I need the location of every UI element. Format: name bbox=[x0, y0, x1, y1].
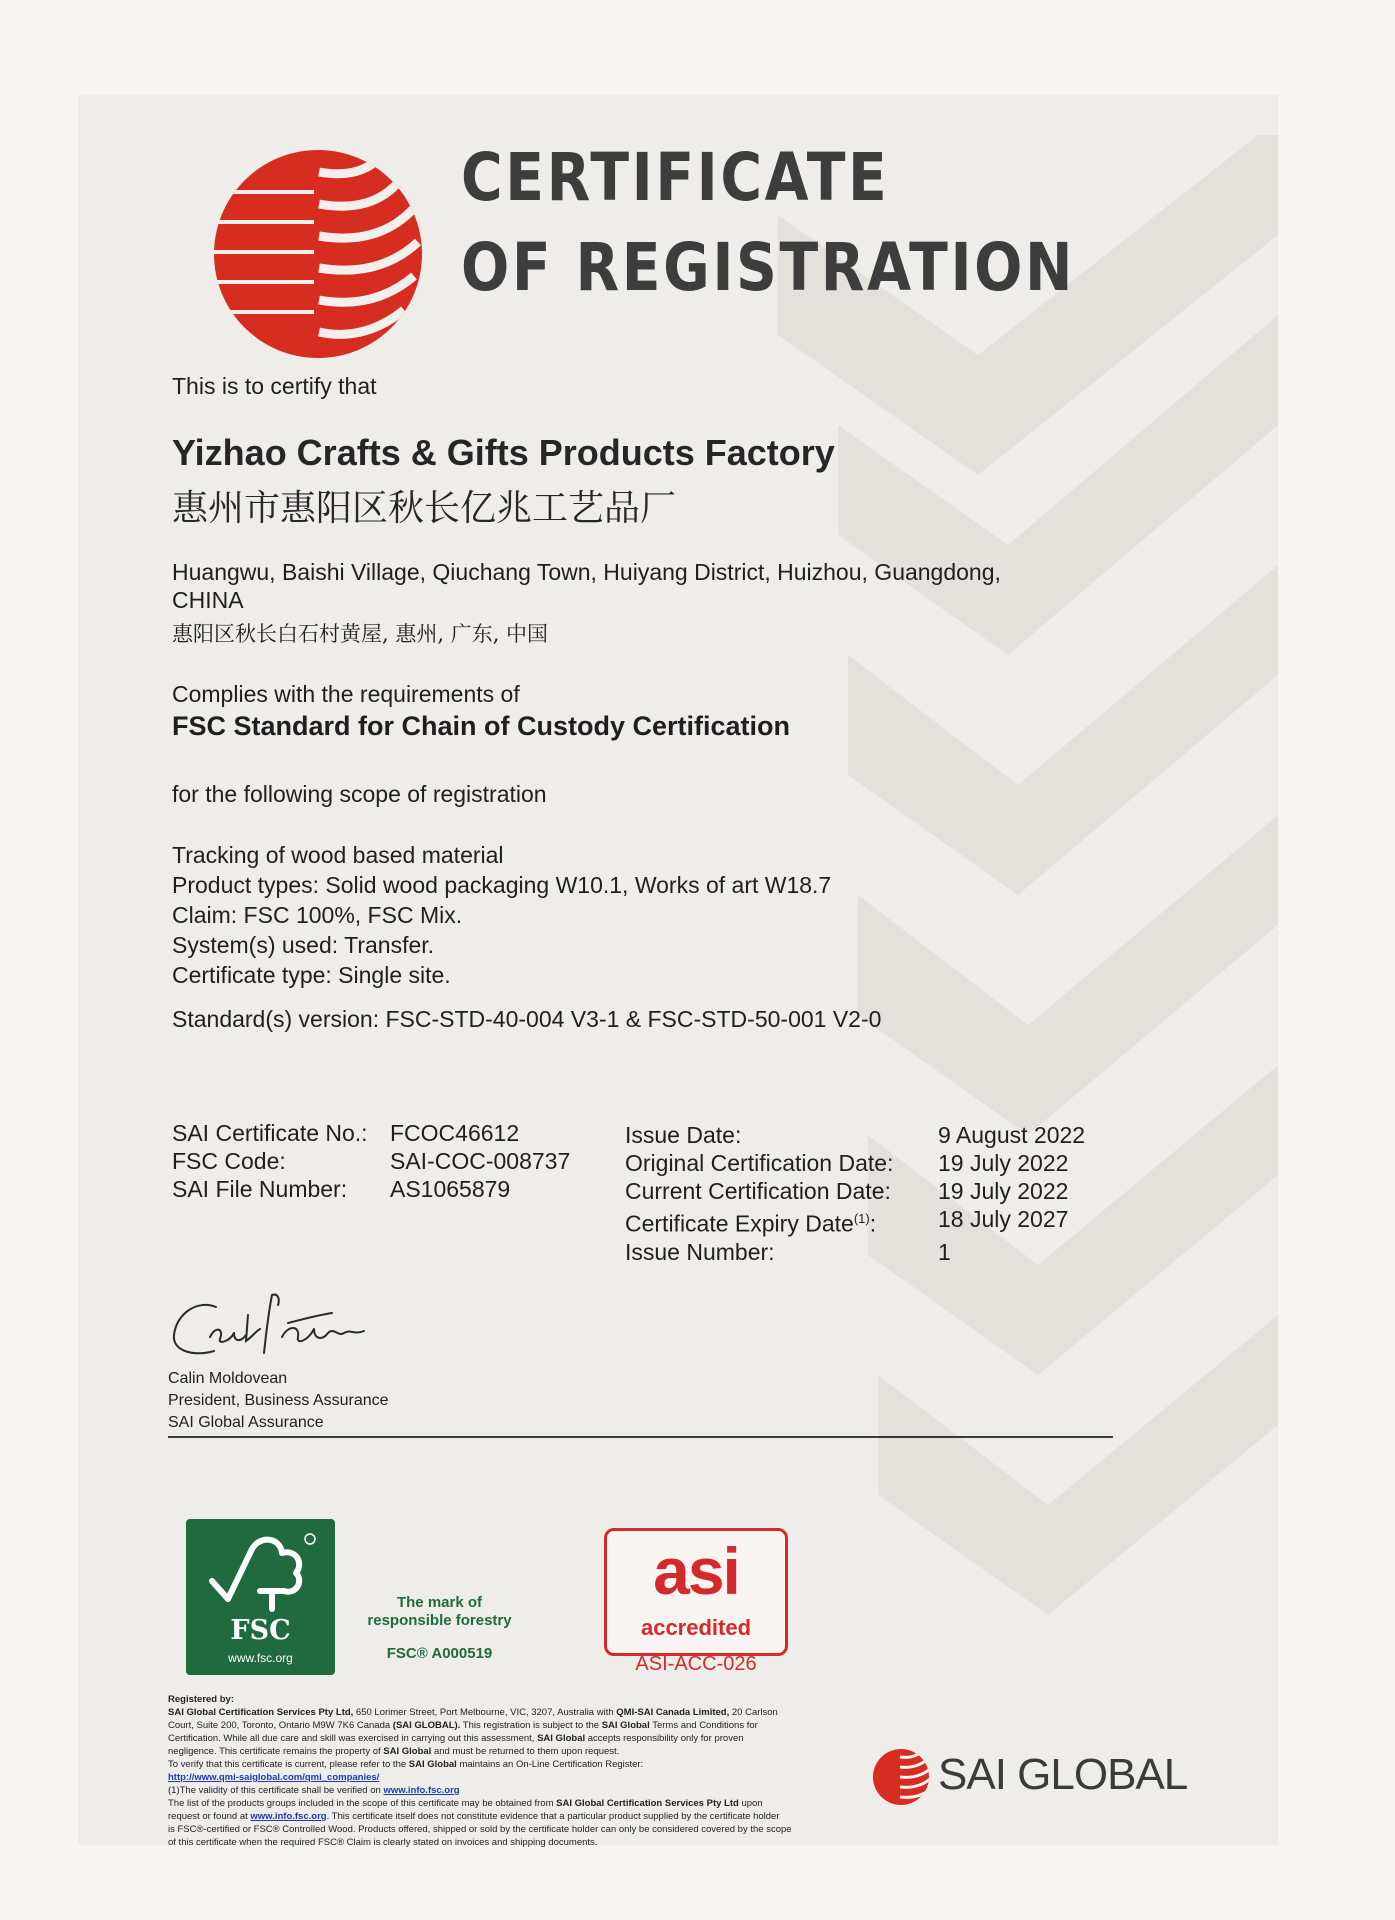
scope-item: Tracking of wood based material bbox=[172, 842, 504, 868]
detail-row bbox=[172, 1147, 570, 1175]
divider bbox=[168, 1436, 1113, 1438]
fsc-mark-line-1: The mark of bbox=[396, 1594, 483, 1611]
detail-value: 18 July 2027 bbox=[938, 1206, 1069, 1232]
expiry-colon: : bbox=[869, 1210, 877, 1237]
fsc-logo bbox=[186, 1519, 335, 1675]
scope-lead: for the following scope of registration bbox=[172, 781, 547, 807]
registered-by: Registered by: bbox=[168, 1694, 234, 1705]
fsc-logo-text: FSC bbox=[230, 1615, 291, 1646]
detail-row bbox=[172, 1119, 570, 1147]
compliance-lead: Complies with the requirements of bbox=[172, 681, 520, 707]
fsc-mark-line-2: responsible forestry bbox=[367, 1612, 512, 1629]
footer-text: Certification. While all due care and skill was exercised in carrying out this assessment, bbox=[168, 1733, 538, 1744]
detail-label: FSC Code: bbox=[172, 1148, 286, 1174]
detail-row bbox=[625, 1177, 1085, 1205]
signatory-org: SAI Global Assurance bbox=[168, 1414, 324, 1431]
address-line-2: CHINA bbox=[172, 587, 244, 613]
footer-text: SAI Global bbox=[537, 1733, 586, 1744]
detail-row bbox=[625, 1121, 1085, 1149]
expiry-footnote-mark: (1) bbox=[853, 1211, 870, 1226]
detail-label bbox=[625, 1205, 938, 1238]
signatory-name: Calin Moldovean bbox=[168, 1370, 288, 1387]
title-line-1: CERTIFICATE bbox=[461, 139, 890, 216]
company-name-cn: 惠州市惠阳区秋长亿兆工艺品厂 bbox=[172, 488, 677, 529]
fsc-mark-text bbox=[352, 1594, 527, 1630]
footer-text: negligence. This certificate remains the property of bbox=[168, 1746, 384, 1757]
sai-globe-logo bbox=[214, 142, 428, 364]
footer-org-1: SAI Global Certification Services Pty Ltd, bbox=[168, 1707, 354, 1718]
detail-label: SAI File Number: bbox=[172, 1176, 348, 1202]
footer-text: To verify that this certificate is current, please refer to the bbox=[168, 1759, 409, 1770]
asi-code: ASI-ACC-026 bbox=[635, 1653, 757, 1675]
detail-value: 1 bbox=[938, 1238, 951, 1265]
detail-value: FCOC46612 bbox=[390, 1120, 520, 1146]
address-line-1: Huangwu, Baishi Village, Qiuchang Town, Huiyang District, Huizhou, Guangdong, bbox=[172, 559, 1001, 585]
address-cn: 惠阳区秋长白石村黄屋, 惠州, 广东, 中国 bbox=[172, 622, 549, 646]
signatory-title: President, Business Assurance bbox=[168, 1392, 389, 1409]
detail-value: AS1065879 bbox=[390, 1176, 511, 1202]
footer-text: (SAI GLOBAL). bbox=[392, 1720, 461, 1731]
company-name-en: Yizhao Crafts & Gifts Products Factory bbox=[172, 432, 835, 473]
footer-text: Terms and Conditions for bbox=[649, 1720, 758, 1731]
asi-accredited: accredited bbox=[640, 1615, 752, 1640]
footer-addr-2: 20 Carlson bbox=[729, 1707, 778, 1718]
asi-logo-text: asi bbox=[653, 1534, 739, 1608]
signature bbox=[168, 1285, 428, 1365]
fsc-tree-icon bbox=[200, 1529, 321, 1615]
detail-label: Issue Date: bbox=[625, 1122, 742, 1148]
detail-value: 19 July 2022 bbox=[938, 1150, 1069, 1176]
footer-text: accepts responsibility only for proven bbox=[585, 1733, 744, 1744]
footer-text: (1)The validity of this certificate shall be verified on bbox=[168, 1785, 384, 1796]
compliance-standard: FSC Standard for Chain of Custody Certification bbox=[172, 711, 791, 741]
detail-label: SAI Certificate No.: bbox=[172, 1120, 368, 1146]
footer-fine-print bbox=[168, 1693, 898, 1849]
intro-text: This is to certify that bbox=[172, 373, 377, 399]
standard-version: Standard(s) version: FSC-STD-40-004 V3-1 & FSC-STD-50-001 V2-0 bbox=[172, 1006, 882, 1032]
signatory-block bbox=[168, 1368, 389, 1434]
sai-global-mark-icon bbox=[872, 1747, 930, 1807]
footer-text: upon bbox=[738, 1798, 763, 1809]
fsc-info-link[interactable]: www.info.fsc.org bbox=[250, 1811, 327, 1822]
fsc-info-link[interactable]: www.info.fsc.org bbox=[383, 1785, 460, 1796]
detail-value: SAI-COC-008737 bbox=[390, 1148, 571, 1174]
scope-item: Certificate type: Single site. bbox=[172, 962, 451, 988]
asi-logo bbox=[604, 1528, 788, 1656]
detail-row bbox=[625, 1149, 1085, 1177]
scope-item: System(s) used: Transfer. bbox=[172, 932, 435, 958]
footer-text: SAI Global bbox=[383, 1746, 432, 1757]
footer-text: of this certificate when the required FSC® Claim is clearly stated on invoices and shipping documents. bbox=[168, 1837, 598, 1848]
detail-row bbox=[172, 1175, 570, 1203]
scope-item: Product types: Solid wood packaging W10.1, Works of art W18.7 bbox=[172, 872, 832, 898]
detail-row bbox=[625, 1205, 1085, 1238]
fsc-logo-url: www.fsc.org bbox=[228, 1651, 293, 1665]
fsc-code: FSC® A000519 bbox=[386, 1645, 493, 1662]
scope-list bbox=[172, 840, 831, 990]
footer-text: The list of the products groups included in the scope of this certificate may be obtained from bbox=[168, 1798, 557, 1809]
register-link[interactable]: http://www.qmi-saiglobal.com/qmi_companies/ bbox=[168, 1772, 380, 1783]
detail-label: Original Certification Date: bbox=[625, 1150, 894, 1176]
detail-value: 19 July 2022 bbox=[938, 1178, 1069, 1204]
footer-text: This registration is subject to the bbox=[460, 1720, 602, 1731]
scope-item: Claim: FSC 100%, FSC Mix. bbox=[172, 902, 463, 928]
detail-row bbox=[625, 1238, 1085, 1266]
footer-text: SAI Global bbox=[408, 1759, 457, 1770]
footer-text: SAI Global bbox=[601, 1720, 650, 1731]
footer-text: maintains an On-Line Certification Register: bbox=[456, 1759, 644, 1770]
footer-addr-1: 650 Lorimer Street, Port Melbourne, VIC, 3207, Australia with bbox=[353, 1707, 617, 1718]
footer-text: request or found at bbox=[168, 1811, 251, 1822]
footer-text: SAI Global Certification Services Pty Ltd bbox=[556, 1798, 739, 1809]
detail-value: 9 August 2022 bbox=[938, 1122, 1086, 1148]
right-details bbox=[625, 1121, 1085, 1266]
detail-label: Current Certification Date: bbox=[625, 1178, 891, 1204]
footer-text: . This certificate itself does not constitute evidence that a particular product supplied by the certificate holder bbox=[326, 1811, 780, 1822]
sai-global-wordmark: SAI GLOBAL bbox=[938, 1750, 1188, 1799]
left-details bbox=[172, 1119, 570, 1203]
title-line-2: OF REGISTRATION bbox=[461, 229, 1076, 306]
detail-label: Issue Number: bbox=[625, 1238, 775, 1265]
footer-text: and must be returned to them upon request. bbox=[431, 1746, 620, 1757]
footer-text: Court, Suite 200, Toronto, Ontario M9W 7K6 Canada bbox=[168, 1720, 393, 1731]
footer-org-2: QMI-SAI Canada Limited, bbox=[616, 1707, 730, 1718]
expiry-label: Certificate Expiry Date bbox=[625, 1210, 854, 1237]
footer-text: is FSC®-certified or FSC® Controlled Wood. Products offered, shipped or sold by the certificate holder can only be considered covered by the scope bbox=[168, 1824, 792, 1835]
